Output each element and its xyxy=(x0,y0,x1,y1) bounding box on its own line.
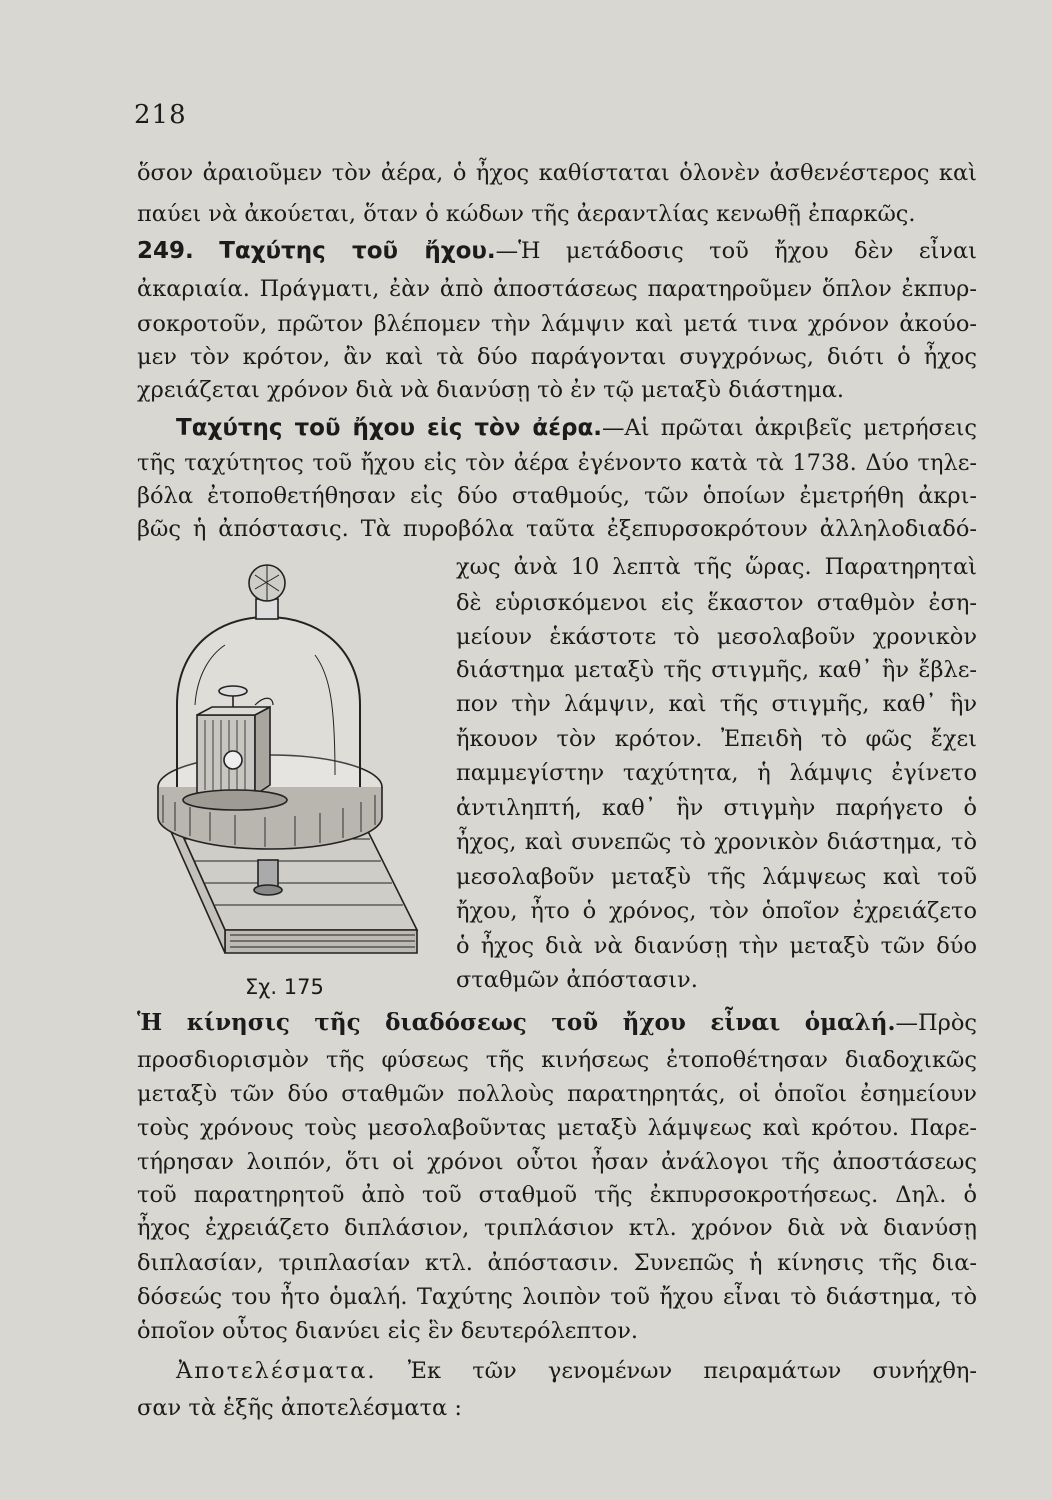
text-line: ἦχος ἐχρειάζετο διπλάσιον, τριπλάσιον κτλ. χρόνον διὰ νὰ διανύσῃ xyxy=(137,1215,977,1241)
bell-jar-figure xyxy=(155,555,430,965)
text-line: ἀκαριαία. Πράγματι, ἐὰν ἀπὸ ἀποστάσεως παρατηροῦμεν ὅπλον ἐκπυρ- xyxy=(137,276,977,302)
text-line: βῶς ἡ ἀπόστασις. Τὰ πυροβόλα ταῦτα ἐξεπυρσοκρότουν ἀλληλοδιαδό- xyxy=(137,516,977,542)
page-number: 218 xyxy=(134,100,187,130)
text-line: μεταξὺ τῶν δύο σταθμῶν πολλοὺς παρατηρητάς, οἱ ὁποῖοι ἐσημείουν xyxy=(137,1081,977,1107)
text-line: δόσεώς του ἦτο ὁμαλή. Ταχύτης λοιπὸν τοῦ ἤχου εἶναι τὸ διάστημα, τὸ xyxy=(137,1284,977,1310)
text-line: ὁποῖον οὗτος διανύει εἰς ἓν δευτερόλεπτον. xyxy=(137,1318,639,1344)
text-line: χρειάζεται χρόνον διὰ νὰ διανύσῃ τὸ ἐν τῷ μεταξὺ διάστημα. xyxy=(137,377,845,403)
text-line: ἤκουον τὸν κρότον. Ἐπειδὴ τὸ φῶς ἔχει xyxy=(456,726,977,752)
text-line: ἤχου, ἦτο ὁ χρόνος, τὸν ὁποῖον ἐχρειάζετο xyxy=(456,898,977,924)
section-number: 249. xyxy=(137,238,194,264)
text-line: διάστημα μεταξὺ τῆς στιγμῆς, καθ᾽ ἣν ἔβλε- xyxy=(456,657,977,683)
bell-jar-illustration xyxy=(155,555,430,965)
section-249-line xyxy=(137,236,977,266)
text-line: σταθμῶν ἀπόστασιν. xyxy=(456,967,698,993)
text-line: σαν τὰ ἑξῆς ἀποτελέσματα : xyxy=(137,1395,462,1421)
text-line: τήρησαν λοιπόν, ὅτι οἱ χρόνοι οὗτοι ἦσαν ἀνάλογοι τῆς ἀποστάσεως xyxy=(137,1149,977,1175)
text-line: ὅσον ἀραιοῦμεν τὸν ἀέρα, ὁ ἦχος καθίσταται ὁλονὲν ἀσθενέστερος καὶ xyxy=(137,160,977,186)
text-fragment: —Πρὸς xyxy=(895,1010,977,1036)
text-line: ὁ ἦχος διὰ νὰ διανύσῃ τὴν μεταξὺ τῶν δύο xyxy=(456,933,977,959)
text-line: μεσολαβοῦν μεταξὺ τῆς λάμψεως καὶ τοῦ xyxy=(456,864,977,890)
text-fragment: —Ἡ μετάδοσις τοῦ ἤχου δὲν εἶναι xyxy=(495,238,977,264)
subsection-heading: Ἀποτελέσματα. xyxy=(176,1358,377,1384)
text-line: ἀντιληπτή, καθ᾽ ἣν στιγμὴν παρήγετο ὁ xyxy=(456,795,977,821)
text-line: μείουν ἑκάστοτε τὸ μεσολαβοῦν χρονικὸν xyxy=(456,624,977,650)
text-line: παύει νὰ ἀκούεται, ὅταν ὁ κώδων τῆς ἀεραντλίας κενωθῇ ἐπαρκῶς. xyxy=(137,201,916,227)
text-line: σοκροτοῦν, πρῶτον βλέπομεν τὴν λάμψιν καὶ μετά τινα χρόνον ἀκούο- xyxy=(137,311,977,337)
text-fragment: —Αἱ πρῶται ἀκριβεῖς μετρήσεις xyxy=(602,415,977,441)
text-line: παμμεγίστην ταχύτητα, ἡ λάμψις ἐγίνετο xyxy=(456,760,977,786)
subsection-heading: Ταχύτης τοῦ ἤχου εἰς τὸν ἀέρα. xyxy=(176,415,603,441)
text-line: τοὺς χρόνους τοὺς μεσολαβοῦντας μεταξὺ λάμψεως καὶ κρότου. Παρε- xyxy=(137,1115,977,1141)
text-line: χως ἀνὰ 10 λεπτὰ τῆς ὥρας. Παρατηρηταὶ xyxy=(456,554,977,580)
results-line xyxy=(176,1356,977,1386)
section-title: Ταχύτης τοῦ ἤχου. xyxy=(219,238,496,264)
text-line: μεν τὸν κρότον, ἂν καὶ τὰ δύο παράγονται συγχρόνως, διότι ὁ ἦχος xyxy=(137,344,977,370)
text-line: πον τὴν λάμψιν, καὶ τῆς στιγμῆς, καθ᾽ ἣν xyxy=(456,691,977,717)
text-line: τοῦ παρατηρητοῦ ἀπὸ τοῦ σταθμοῦ τῆς ἐκπυρσοκροτήσεως. Δηλ. ὁ xyxy=(137,1182,977,1208)
subsection-heading: Ἡ κίνησις τῆς διαδόσεως τοῦ ἤχου εἶναι ὁμαλή. xyxy=(137,1009,896,1036)
text-line: προσδιορισμὸν τῆς φύσεως τῆς κινήσεως ἐτοποθέτησαν διαδοχικῶς xyxy=(137,1047,977,1073)
figure-caption: Σχ. 175 xyxy=(245,975,324,999)
text-line: δὲ εὑρισκόμενοι εἰς ἕκαστον σταθμὸν ἐση- xyxy=(456,590,977,616)
uniform-heading-line xyxy=(137,1008,977,1038)
text-fragment: Ἐκ τῶν γενομένων πειραμάτων συνήχθη- xyxy=(407,1358,977,1384)
air-heading-line xyxy=(176,413,977,443)
text-line: ἦχος, καὶ συνεπῶς τὸ χρονικὸν διάστημα, τὸ xyxy=(456,829,977,855)
text-line: βόλα ἐτοποθετήθησαν εἰς δύο σταθμούς, τῶν ὁποίων ἐμετρήθη ἀκρι- xyxy=(137,483,977,509)
text-line: διπλασίαν, τριπλασίαν κτλ. ἀπόστασιν. Συνεπῶς ἡ κίνησις τῆς δια- xyxy=(137,1250,977,1276)
text-line: τῆς ταχύτητος τοῦ ἤχου εἰς τὸν ἀέρα ἐγένοντο κατὰ τὰ 1738. Δύο τηλε- xyxy=(137,450,977,476)
